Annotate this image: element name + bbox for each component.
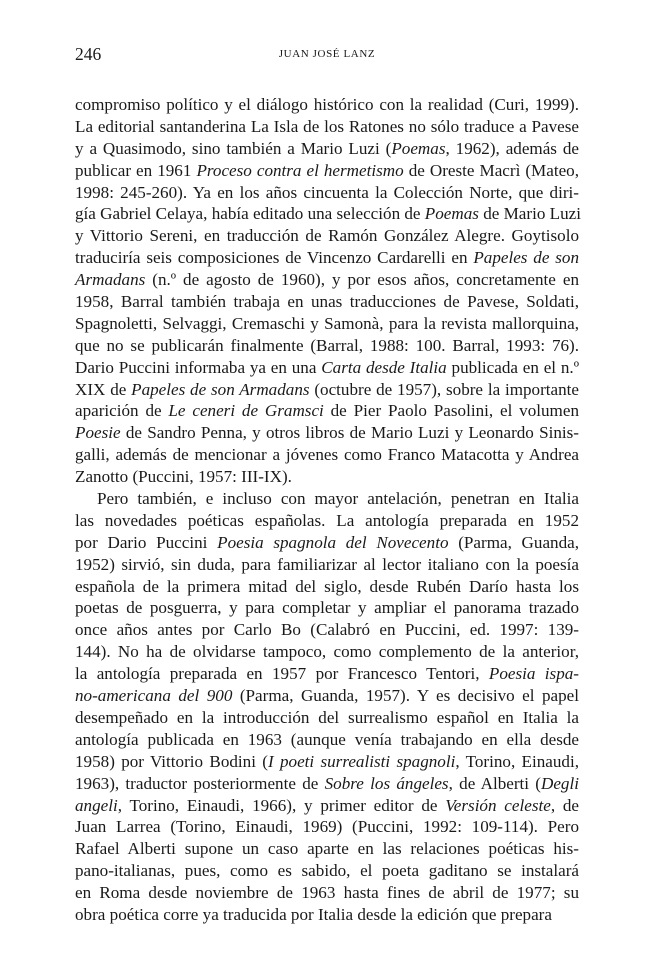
text-segment: , Torino, Einaudi, 1966), y primer editor de [117,795,446,815]
body-text [75,94,579,926]
page-header [75,44,579,68]
text-line [75,554,579,576]
text-segment: La editorial santanderina La Isla de los Ratones no sólo traduce a Pavese [75,116,579,136]
text-line [75,510,579,532]
text-segment: compromiso político y el diálogo histórico con la realidad (Curi, 1999). [75,95,579,114]
text-segment: desempeñado en la introducción del surrealismo español en Italia la [75,707,579,727]
text-line [75,904,579,926]
italic-title: Le ceneri de Gramsci [168,401,324,421]
text-segment: pano-italianas, pues, como es sabido, el poeta gaditano se instalará [75,861,579,881]
text-line [75,379,579,401]
italic-title: Papeles de son Armadans [131,379,310,399]
text-line [75,860,579,882]
text-segment: aparición de [75,401,169,421]
text-segment: once años antes por Carlo Bo (Calabró en Puccini, ed. 1997: 139- [75,620,579,640]
text-line [75,160,579,182]
text-line [75,641,579,663]
text-line [75,663,579,685]
text-segment: (n.º de agosto de 1960), y por esos años, concretamente en [145,270,579,290]
text-line [75,729,579,751]
text-segment: , de Alberti ( [448,773,541,793]
italic-title: Degli [541,773,579,793]
text-line [75,225,579,247]
text-segment: y a Quasimodo, sino también a Mario Luzi ( [75,138,392,158]
text-segment: la antología preparada en 1957 por Francesco Tentori, [75,664,489,684]
text-line [75,182,579,204]
text-segment: española de la primera mitad del siglo, desde Rubén Darío hasta los [75,576,579,596]
text-segment: Rafael Alberti supone un caso aparte en las relaciones poéticas his- [75,839,579,859]
italic-title: Carta desde Italia [321,357,447,377]
text-line [75,597,579,619]
text-line [75,400,579,422]
italic-title: Versión celeste [445,795,551,815]
text-segment: de Sandro Penna, y otros libros de Mario Luzi y Leonardo Sinis- [120,423,579,443]
text-segment: Pero también, e incluso con mayor antelación, penetran en Italia [97,489,579,509]
text-segment: obra poética corre ya traducida por Italia desde la edición que prepara [75,904,552,924]
text-segment: de Mario Luzi [478,204,581,224]
italic-title: I poeti surrealisti spagnoli [267,751,456,771]
text-segment: galli, además de mencionar a jóvenes como Franco Matacotta y Andrea [75,445,579,465]
text-line [75,685,579,707]
text-segment: traduciría seis composiciones de Vincenzo Cardarelli en [75,248,474,268]
text-segment: 1958, Barral también trabaja en unas traducciones de Pavese, Soldati, [75,292,579,312]
text-line [75,466,579,488]
text-segment: , Torino, Einaudi, [455,751,579,771]
text-line [75,247,579,269]
text-segment: en Roma desde noviembre de 1963 hasta fines de abril de 1977; su [75,883,579,903]
italic-title: Poemas [391,138,446,158]
text-segment: Juan Larrea (Torino, Einaudi, 1969) (Puccini, 1992: 109-114). Pero [75,817,579,837]
text-line [75,269,579,291]
text-line [75,576,579,598]
italic-title: Poesia spagnola del Novecento [217,532,449,552]
text-line [75,291,579,313]
text-segment: (octubre de 1957), sobre la importante [309,379,580,399]
text-segment: publicar en 1961 [75,160,197,180]
text-segment: , 1962), además de [445,138,579,158]
text-line [75,619,579,641]
text-line [75,335,579,357]
text-segment: (Parma, Guanda, [448,532,579,552]
text-line [75,357,579,379]
italic-title: no-americana del 900 [75,686,233,706]
text-line [75,882,579,904]
text-segment: 1952) sirvió, sin duda, para familiarizar al lector italiano con la poesía [75,554,579,574]
text-segment: que no se publicarán finalmente (Barral, 1988: 100. Barral, 1993: 76). [75,335,579,355]
text-line [75,488,579,510]
text-segment: 1998: 245-260). Ya en los años cincuenta la Colección Norte, que diri- [75,182,579,202]
italic-title: angeli [75,795,118,815]
italic-title: Poemas [424,204,479,224]
text-line [75,773,579,795]
text-segment: 144). No ha de olvidarse tampoco, como complemento de la anterior, [75,642,579,662]
text-line [75,422,579,444]
text-segment: Dario Puccini informaba ya en una [75,357,322,377]
text-segment: de Pier Paolo Pasolini, el volumen [323,401,579,421]
italic-title: Poesie [75,423,121,443]
text-line [75,795,579,817]
text-segment: , de [550,795,579,815]
running-head: JUAN JOSÉ LANZ [278,48,376,60]
text-segment: 1963), traductor posteriormente de [75,773,325,793]
italic-title: Proceso contra el hermetismo [196,160,404,180]
text-segment: poetas de posguerra, y para completar y ampliar el panorama trazado [75,598,579,618]
text-segment: de Oreste Macrì (Mateo, [403,160,579,180]
text-line [75,838,579,860]
text-segment: y Vittorio Sereni, en traducción de Ramón González Alegre. Goytisolo [75,226,579,246]
text-line [75,751,579,773]
text-segment: Zanotto (Puccini, 1957: III-IX). [75,467,292,487]
text-line [75,138,579,160]
text-line [75,707,579,729]
italic-title: Sobre los ángeles [324,773,449,793]
text-segment: publicada en el n.º [446,357,579,377]
text-segment: (Parma, Guanda, 1957). Y es decisivo el papel [232,686,580,706]
text-line [75,116,579,138]
page-number: 246 [75,44,102,64]
italic-title: Poesia ispa- [488,664,579,684]
text-segment: Spagnoletti, Selvaggi, Cremaschi y Samonà, para la revista mallorquina, [75,313,579,333]
text-segment: XIX de [75,379,132,399]
text-segment: 1958) por Vittorio Bodini ( [75,751,268,771]
text-segment: antología publicada en 1963 (aunque venía trabajando en ella desde [75,729,579,749]
italic-title: Papeles de son [473,248,580,268]
text-line [75,94,579,116]
text-line [75,313,579,335]
text-line [75,816,579,838]
text-segment: gía Gabriel Celaya, había editado una selección de [75,204,425,224]
text-segment: por Dario Puccini [75,532,218,552]
text-line [75,444,579,466]
text-line [75,203,579,225]
text-segment: las novedades poéticas españolas. La antología preparada en 1952 [75,510,579,530]
text-line [75,532,579,554]
italic-title: Armadans [75,270,146,290]
